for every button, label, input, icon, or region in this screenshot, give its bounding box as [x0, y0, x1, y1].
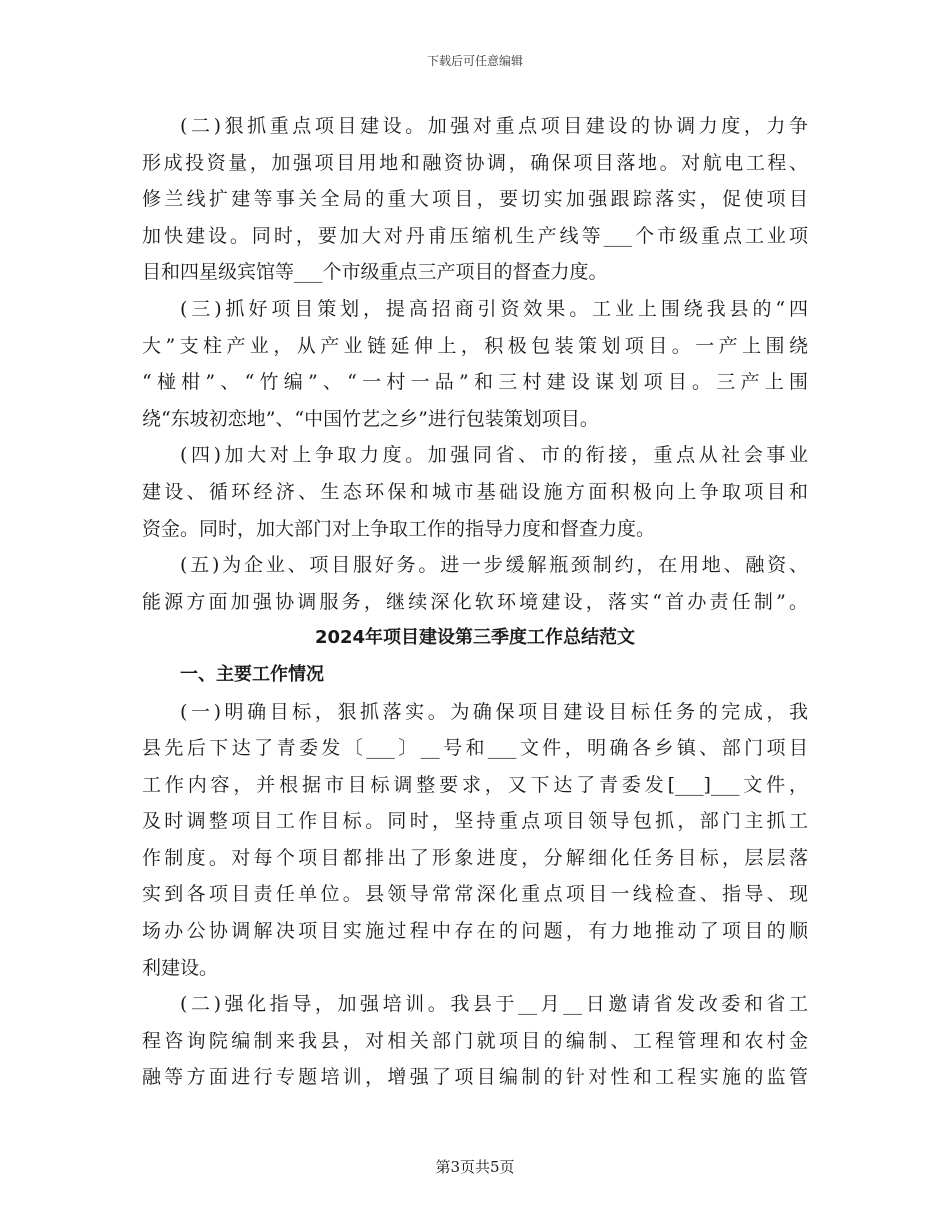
paragraph-line: 融等方面进行专题培训，增强了项目编制的针对性和工程实施的监管 — [142, 1066, 808, 1089]
paragraph-line: (四)加大对上争取力度。加强同省、市的衔接，重点从社会事业 — [180, 444, 808, 467]
paragraph-line: (二)狠抓重点项目建设。加强对重点项目建设的协调力度，力争 — [180, 115, 808, 137]
paragraph-line: 场办公协调解决项目实施过程中存在的问题，有力地推动了项目的顺 — [142, 920, 808, 943]
paragraph-line: 资金。同时，加大部门对上争取工作的指导力度和督查力度。 — [142, 517, 656, 540]
paragraph-line: (五)为企业、项目服好务。进一步缓解瓶颈制约，在用地、融资、 — [180, 554, 808, 577]
paragraph-line: 及时调整项目工作目标。同时，坚持重点项目领导包抓，部门主抓工 — [142, 810, 808, 833]
paragraph-line: “椪柑”、“竹编”、“一村一品”和三村建设谋划项目。三产上围 — [142, 371, 808, 394]
paragraph-line: 能源方面加强协调服务，继续深化软环境建设，落实“首办责任制”。 — [142, 590, 808, 613]
section-title: 2024年项目建设第三季度工作总结范文 — [314, 627, 636, 649]
paragraph-line: 县先后下达了青委发〔___〕__号和___文件，明确各乡镇、部门项目 — [142, 737, 808, 760]
paragraph-line: 形成投资量，加强项目用地和融资协调，确保项目落地。对航电工程、 — [142, 151, 808, 174]
paragraph-line: 利建设。 — [142, 956, 219, 979]
paragraph-line: 程咨询院编制来我县，对相关部门就项目的编制、工程管理和农村金 — [142, 1029, 808, 1052]
paragraph-line: (一)明确目标，狠抓落实。为确保项目建设目标任务的完成，我 — [180, 700, 808, 723]
paragraph-line: 加快建设。同时，要加大对丹甫压缩机生产线等___个市级重点工业项 — [142, 224, 808, 247]
paragraph-line: 绕“东坡初恋地”、“中国竹艺之乡”进行包装策划项目。 — [142, 407, 599, 430]
page-header: 下载后可任意编辑 — [426, 54, 523, 68]
section-heading: 一、主要工作情况 — [180, 663, 324, 685]
paragraph-line: 大”支柱产业，从产业链延伸上，积极包装策划项目。一产上围绕 — [142, 334, 808, 357]
paragraph-line: 建设、循环经济、生态环保和城市基础设施方面积极向上争取项目和 — [142, 480, 808, 503]
paragraph-line: 目和四星级宾馆等___个市级重点三产项目的督查力度。 — [142, 261, 608, 284]
page-number: 第3页共5页 — [435, 1158, 515, 1176]
paragraph-line: (二)强化指导，加强培训。我县于__月__日邀请省发改委和省工 — [180, 993, 808, 1016]
paragraph-line: 作制度。对每个项目都排出了形象进度，分解细化任务目标，层层落 — [142, 846, 808, 869]
paragraph-line: (三)抓好项目策划，提高招商引资效果。工业上围绕我县的“四 — [180, 297, 808, 320]
document-body — [142, 108, 808, 1096]
paragraph-line: 工作内容，并根据市目标调整要求，又下达了青委发[___]___文件， — [142, 773, 808, 796]
paragraph-line: 实到各项目责任单位。县领导常常深化重点项目一线检查、指导、现 — [142, 883, 808, 906]
paragraph-line: 修兰线扩建等事关全局的重大项目，要切实加强跟踪落实，促使项目 — [142, 188, 808, 211]
